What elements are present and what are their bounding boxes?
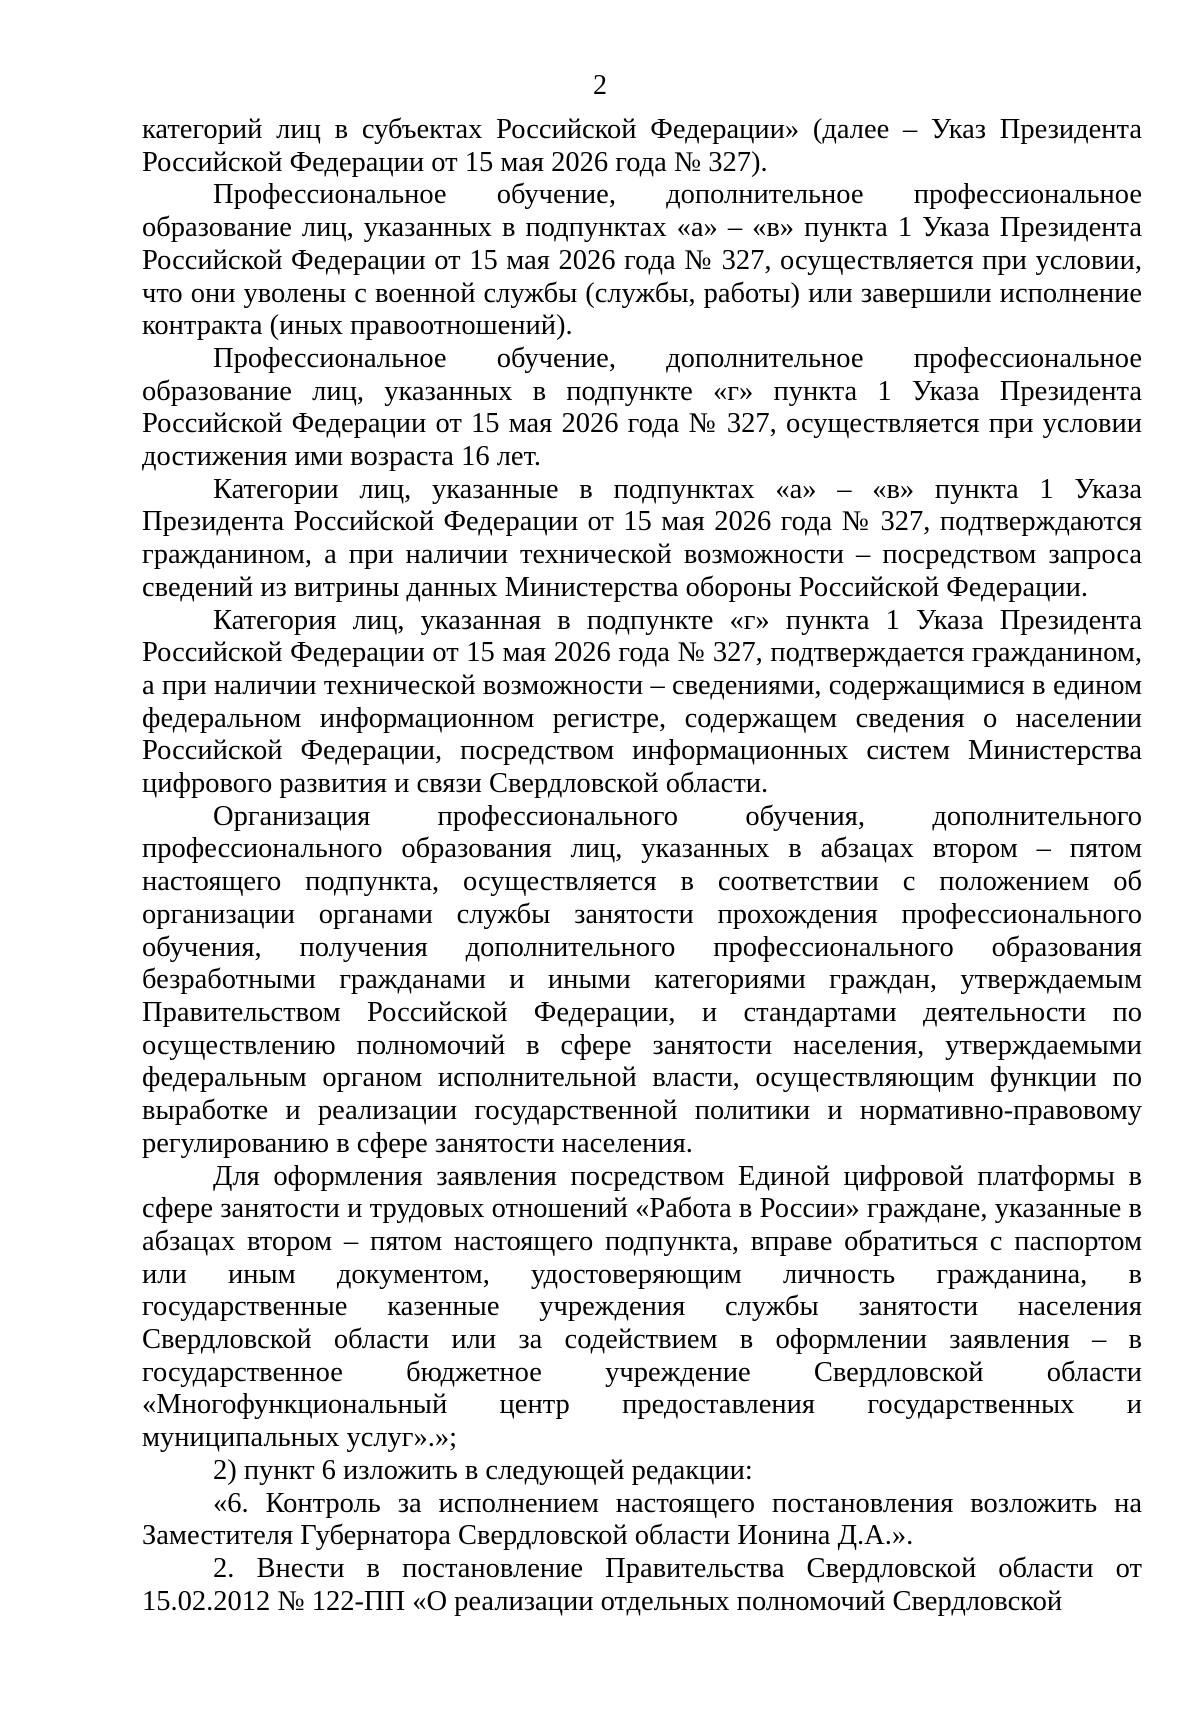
paragraph-categories-a-v: Категории лиц, указанные в подпунктах «а» – «в» пункта 1 Указа Президента Российской Федерации от 15 мая 2026 года № 327, подтверждаются гражданином, а при наличии технической возможности – посредством запроса сведений из витрины данных Министерства обороны Российской Федерации. [142,473,1142,603]
paragraph-training-conditions-g: Профессиональное обучение, дополнительное профессиональное образование лиц, указанных в подпункте «г» пункта 1 Указа Президента Российской Федерации от 15 мая 2026 года № 327, осуществляется при условии достижения ими возраста 16 лет. [142,342,1142,473]
page-number: 2 [593,70,607,101]
paragraph-training-conditions-a-v: Профессиональное обучение, дополнительное профессиональное образование лиц, указанных в подпунктах «а» – «в» пункта 1 Указа Президента Российской Федерации от 15 мая 2026 года № 327, осуществляется при условии, что они уволены с военной службы (службы, работы) или завершили исполнение контракта (иных правоотношений). [142,179,1142,342]
paragraph-continuation: категорий лиц в субъектах Российской Федерации» (далее – Указ Президента Российской Федерации от 15 мая 2026 года № 327). [142,114,1142,178]
paragraph-section-2: 2. Внести в постановление Правительства Свердловской области от 15.02.2012 № 122-ПП «О реализации отдельных полномочий Свердловской [142,1552,1142,1617]
paragraph-item-2: 2) пункт 6 изложить в следующей редакции: [213,1454,753,1486]
paragraph-application: Для оформления заявления посредством Единой цифровой платформы в сфере занятости и трудовых отношений «Работа в России» граждане, указанные в абзацах втором – пятом настоящего подпункта, вправе обратиться с паспортом или иным документом, удостоверяющим личность гражданина, в государственные казенные учреждения службы занятости населения Свердловской области или за содействием в оформлении заявления – в государственное бюджетное учреждение Свердловской области «Многофункциональный центр предоставления государственных и муниципальных услуг».»; [142,1160,1142,1454]
paragraph-item-6: «6. Контроль за исполнением настоящего постановления возложить на Заместителя Губернатора Свердловской области Ионина Д.А.». [142,1487,1142,1552]
document-body [142,114,1142,1618]
paragraph-organization: Организация профессионального обучения, дополнительного профессионального образования лиц, указанных в абзацах втором – пятом настоящего подпункта, осуществляется в соответствии с положением об организации органами службы занятости прохождения профессионального обучения, получения дополнительного профессионального образования безработными гражданами и иными категориями граждан, утверждаемым Правительством Российской Федерации, и стандартами деятельности по осуществлению полномочий в сфере занятости населения, утверждаемыми федеральным органом исполнительной власти, осуществляющим функции по выработке и реализации государственной политики и нормативно-правовому регулированию в сфере занятости населения. [142,800,1142,1159]
paragraph-category-g: Категория лиц, указанная в подпункте «г» пункта 1 Указа Президента Российской Федерации от 15 мая 2026 года № 327, подтверждается гражданином, а при наличии технической возможности – сведениями, содержащимися в едином федеральном информационном регистре, содержащем сведения о населении Российской Федерации, посредством информационных систем Министерства цифрового развития и связи Свердловской области. [142,604,1142,800]
